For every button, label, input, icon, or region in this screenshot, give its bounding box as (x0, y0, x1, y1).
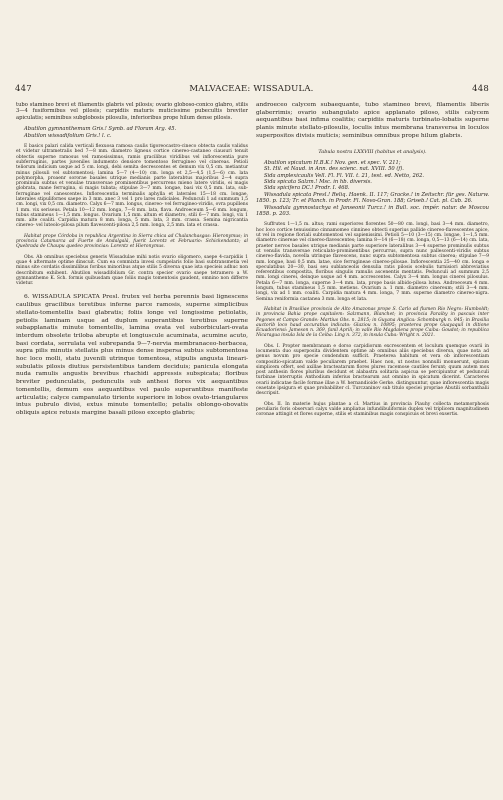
synonym: Wissadula gymnostachya et Janseonii Turcz.! in Bull. soc. impér. natur. de Moscou 1858. p. 203. (256, 204, 489, 218)
synonym: Abutilon wissadifolium Gris.! l. c. (24, 132, 112, 139)
synonym: Sida spicifera DC.! Prodr. I. 468. (264, 185, 350, 192)
page-number-right: 448 (472, 84, 489, 94)
paragraph: tubo stamineo brevi et filamentis glabris vel pilosis; ovario globoso-conico glabro, stilis 3—4 fusiformibus vel pilosis; carpidiis maturis muticissime pubecultis breviter apiculatis; seminibus subglobosis pilosulis, inferioribus prope hilum dense pilosis. (16, 102, 248, 121)
plate-reference: Tabula nostra LXXVIII (habitus et analysis). (318, 148, 427, 155)
left-column (16, 102, 248, 418)
synonym: Abutilon gymnanthemum Gris.! Symb. ad Floram Arg. 45. (24, 126, 177, 133)
observation: Obs. I. Propter membranam e dorso carpidiorum excrescentem et loculum quemque ovarii in locumenta duo superposita dividentem optime ab omnibus aliis speciebus diversa, quae nota ad genus novum pro specie condendum sufficit. Praeterea habitum et vera ob inflorescentiam compositio-spicatam valde peculiarem praebet. Haec non, ut nostos nonnulli monuerunt, spicam simplicem offert, sed axillae bracteatarum flores plures racemose cautiles ferunt; quum autem mox post anthesin flores pluribus decidunt et alabastra solitaria aspicua se percipiuntur et pedunculi turbinae interruptis Anthodium inferius bractearum aut omnino in spicatum dicerint. Caracteres ovarii indicatae facile formae illae a W. hernandioide Gerke. distinguuntur, quae inflorescentia magis ceaetate ipsigura et quae probabiliter cl. Turczaninov sub titulo speciei propriae Abutili sorbanthalii descripsit. (256, 343, 489, 397)
synonym: Abutilon spicatum H.B.K.! Nov. gen. et spec. V. 211; (264, 159, 401, 166)
running-title: MALVACEAE: WISSADULA. (189, 84, 314, 94)
synonym: Sida spicata Salzm.! Msc. in hb. diversis. (264, 179, 372, 186)
synonym: St. Hil. et Naud. in Ann. des scienc. nat. XVIII. 50 (f). (264, 166, 404, 173)
habitat: Habitat prope Córdoba in republica Argentina in Sierra chica ad Chalanchasgas: Hieronymus; in provincia Catamarca ad Fuerte de Andalgalá, fuerit Lorentz et Februario: Schickendantz; al Quebrada de Chaupu quedeo provincias: Lorentz et Hieronymus. (16, 233, 248, 250)
synonym: Sida amplexicaulis Vell. Fl. Fl. VII. t. 21, test. ed. Netto, 262. (264, 172, 425, 179)
species-description: 6. WISSADULA SPICATA Presl. frutex vel herba perennis basi lignescens caulibus gracilibus teretibus inferne parce ramosis, superne simplicibus stellato-tomentellis basi glabratis; foliis longe vel longissime petiolatis, petiolis laminam usque ad duplum superantibus teretibus superne subapplanatis minute tomentellis, lamina ovata vel suborbiculari-ovata interdum obsolete triloba abrupte et longiuscule acuminata, acumine acuto, basi cordata, serrulata vel subrepanda 9—7-nervia membranaceo-herbacea, supra pilis minutis stellatis plus minus dense inspersa subtus subtomentosa hoc loco molli, statu juvenili utrinque tomentosa, stipulis angusta lineari-subulatis pilosis diutius persistentibus tandem deciduis; panicula elongata nuda ramulis angustis brevibus rhachidi appressis subspicata; floribus breviter pedunculatis, pedunculis sub anthesi flores vix aequantibus tomentellis, demum eos aequantibus vel paulo superantibus manifeste articulatis; calyce campanulato tiriente superiore in lobos ovato-triangulares intus pubrulo divisi, extus minute tomentello; petalis oblongo-obovatis obliquis apice retusis margine basali piloso excepto glabris; (16, 294, 248, 416)
description: E basics palari calida verticali flexuosa ramosa caulis tigoreocastro-cineco obtecta caulis validus et videtur ultrametralis bed 7—8 mm. diametro ligneus cortice cinereo-castaneo ciausuri tenuit obtectis superne ramosus vel ramosissimus, ramis gracilibus viridibus vel inflorescentia pure subferruginis, partes juveniles indumento densiore tomentoso ferrugineo vel cinereas. Petioli teliorum indicium usque ad 5 cm. longi, debi semita decrescentes et demum vix 0,5 cm. metiantur minus pilosuli vel subtomentosi; lamina 5—7 (4—10) cm. longa et 2,5—4,5 (1,5—6) cm. lata polymorpha, proaenr sororae basales utrique medianis parte laterabtus majoribus 2—4 supra prominula subtus et venulae transversae prominentibus percurrens mieno latere viridis, ei magis globrata, mane ferrugina, si magis tubata; stipulae 3—7 mm. longae, basi vix 0,5 mm. lata, sub-ferruginae vel canescentes. Inflorescentia terminalis aphylla et laterales 15—18 cm. longae, laterales stipulifornes saepe in 3 mm. anec 3 vel 1 pro lares radiciales. Pedunculi 1 ad summum 1,5 cm. longi, vix 0,5 cm. diametro. Calyx 6—7 mm. longus, cinereo- vel ferrugineo-viridis, ovra pupillens 1 mm. vix seriseus. Petala 10—12 mm. longa, 7—8 mm. lata, flava. Androeceum 5—6 mm. longum, tubus stamineus 1—1,5 mm. longus. Ovarium 1,5 mm. altum et diametro, stili 6—7 mm. longi, vix 1 mm. alte coaliti. Carpidia matura 8 mm. longa, 5 mm. lata, 3 mm. crassa. Semina nigricantia cinereo- vel luteolo-pilosa pilum flavescenti-pilosa 2,5 mm. longa, 2,5 mm. lata et crassa. (16, 144, 248, 229)
observation: Obs. II. In materie hujus plantae a cl. Martius in provincia Piauhy collecta metamorphosis peculiaris foris observari calyx valde ampliatus infundibuliformis duplex vel triplicem magnitudinem coronae attingit et flores superne, stilis et staminibus magis conspicuis et brevi exsertis. (256, 401, 489, 418)
right-column (256, 102, 489, 418)
description: Suffrutex 1—1,5 m. altus; rami superiores florentes 50—80 cm. longi, basi 3—4 mm. diametro, hoc loco cortice tenuissimo cinnamomeo cinnineo obtecti superius pallide cinereo-flavescentes apice, ut vel in regione floriali subtomentosi vel sapienissimi. Petioli 5—10 (3—15) cm. longae, 1—1,5 mm. diametro cinereae vel cinereo-flavescentes; lamina 8—14 (6—18) cm. longa, 0,5—13 (6—14) cm. lata, praeter nervos basales utrique medianis parte superiore lateralibus 3—4 superne prominulis subtus ut venulis transversae reticulato-prominentibus percurrus, supra nunc pallescenti-viridis subtus cinereo-flavida, novella utrinque flavescens, nunc supra subtomentosa subtus cinerea; stipulae 7—9 mm. longae, basi 0,5 mm. latae, sice ferrugineae cinereo-pilosae. Inflorescentia 25—40 cm. longa e speculatibus 20—30, basi seu sublanceolis densulia ratis pilosis scebulis turnisiori abbreviatius referentibus compostita, floribus singulis ramulis ascenentis mentatis. Pedunculi ad summum 2,5 mm. longi cinerei, deinque usque ad 4 mm. accrescentes. Calyx 3—4 mm. longus cinerei pilosulus. Petala 6—7 mm. longa, superne 3—4 mm. lata, prope basis albido-pilosa lutea. Androeceum 4 mm. longum, tubus stamineus 1,5 mm. metiens. Ovarium a. 1 mm. diametro cinereum; stili 3—4 mm. longi, vix ad 1 mm. coaliti. Carpidia matura 4 mm. longa, 7 mm. superne diametro cinereo-nigra. Semina reniformia castanea 3 mm. longa et lata. (256, 222, 489, 302)
observation: Obs. Ab omnibus speciebus generis Wissadulae mihi notis ovario oligomero, saepe 4-carpidiis 1 quae 4 aftermate optime dinscuit. Cum ea commixta invesi cumpelaris folio basi subtransmetia vel minus site cordatis dissimilibus foribus minoribus atque stilis 5 diversa quae ista specieis adhuc non describitum exhibent. Abutilon wissadifolium Gr. contra specier ovario saepe tetramero a W. gymnanthemo K. Sch. formis quibusdam quae foliis magis tomentosis gaudent, omnino non differre videtur. (16, 254, 248, 287)
page-header (10, 84, 493, 98)
habitat: Habitat in Brasiliae provincia de Alto Amazonas prope S. Carlo ad flumen Rio Negro: Humboldt; in provincia Bahia prope capitalem: Salzmann, Blanchet; in provincia Paraiby in pascuis inter Pegones et Campo Grande: Martius Obs. n. 2815; in Guyana Anglica: Schomburgk n. 845; in Brasilia auctorib loco haud accuratius indicato: Glaziou n. 10895; praeterea prope Guayaquil in ditione Ecuadoriensi: Jameson n. 369, fanil Aprili; in valle Rio Magdalena prope Caiba: Goudot; in republica Nicaragua insula Isla de la Ceiba: Ling n. 372, in insula Cuba: Wright n. 2021. (256, 306, 489, 339)
paragraph: androeceo calycem subaequante, tubo stamineo brevi, filamentis liberis glaberrimis; ovario subangulato apice applanato piloso, stilis calycem aequantibus basi infima coalitis; carpidiis maturis turbinato-lobatis superne planis minute stellato-pilosulis, loculis intus membrana transversa in loculos superpositos divisis muticis; seminibus omnibus prope hilum glabris. (256, 102, 489, 139)
synonym: Wissadula spicata Presl.! Reliq. Haenk. II. 117; Gracke.! in Zeitschr. für ges. Naturw. 1850. p. 123; Tr. et Planch. in Prodr. Fl. Novo-Gran. 188; Griseb.! Cat. pl. Cub. 26. (256, 191, 489, 205)
page-number-left: 447 (15, 84, 32, 94)
